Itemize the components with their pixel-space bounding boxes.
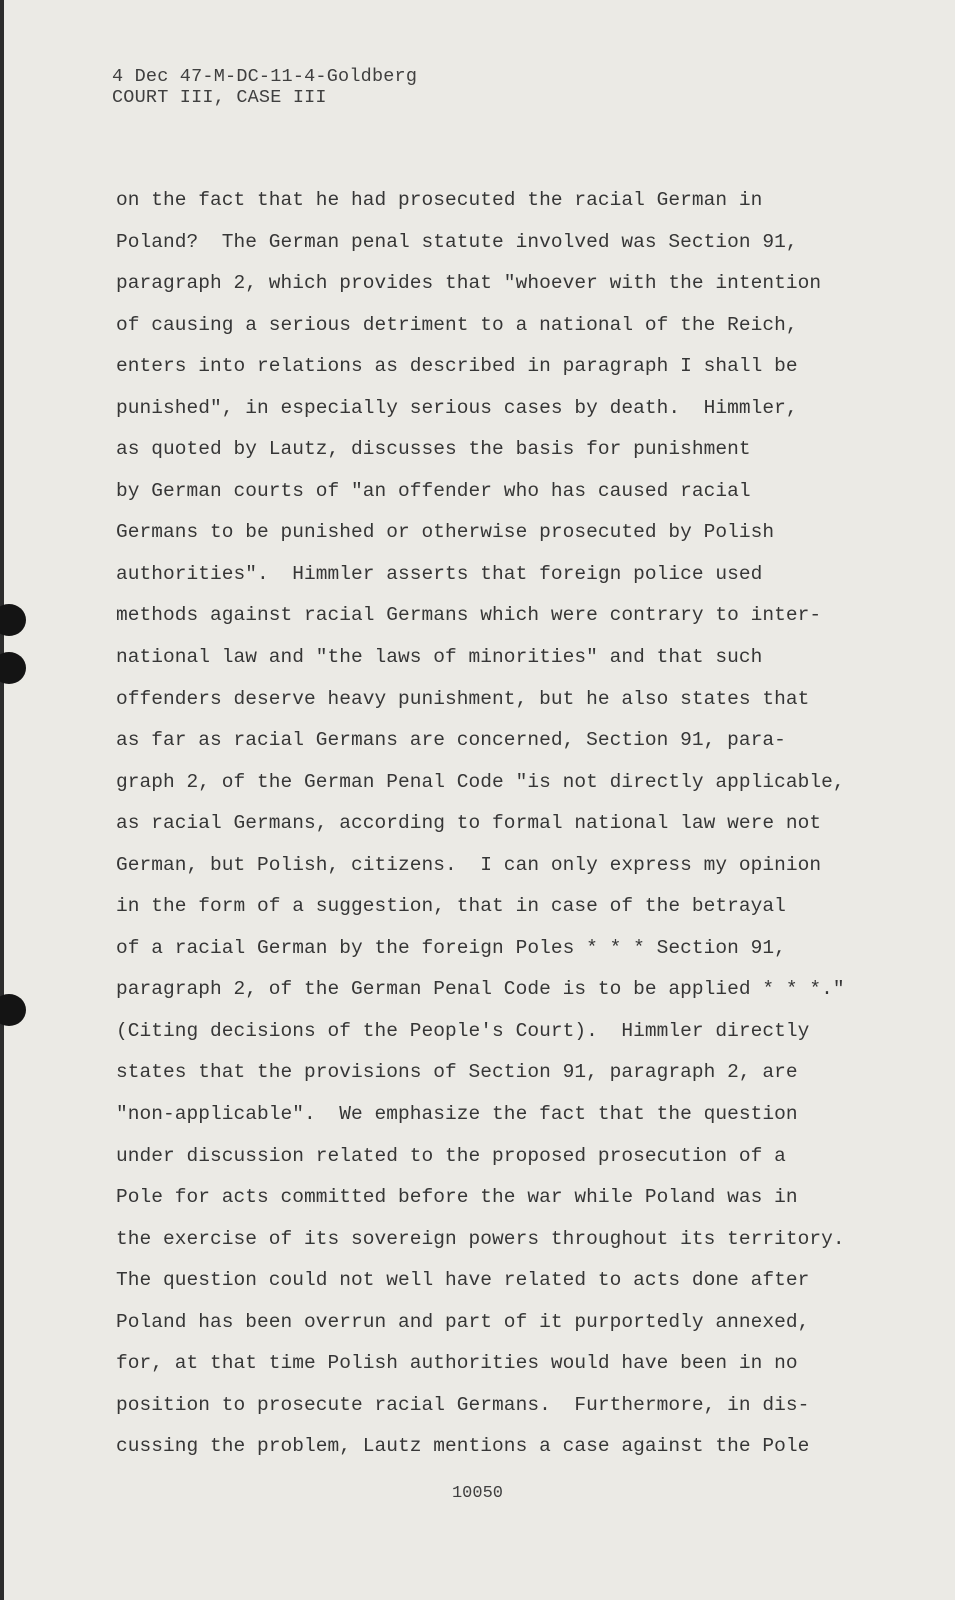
text-line: cussing the problem, Lautz mentions a case against the Pole <box>116 1435 810 1458</box>
text-line: German, but Polish, citizens. I can only express my opinion <box>116 853 822 876</box>
page-left-edge <box>0 0 4 1600</box>
text-line: Poland? The German penal statute involved was Section 91, <box>116 230 798 253</box>
text-line: authorities". Himmler asserts that foreign police used <box>116 562 763 585</box>
text-line: as racial Germans, according to formal national law were not <box>116 812 822 835</box>
text-line: as quoted by Lautz, discusses the basis for punishment <box>116 438 751 461</box>
text-line: graph 2, of the German Penal Code "is not directly applicable, <box>116 770 845 793</box>
punch-hole <box>0 994 26 1026</box>
text-line: of causing a serious detriment to a national of the Reich, <box>116 313 798 336</box>
text-line: in the form of a suggestion, that in case of the betrayal <box>116 895 786 918</box>
text-line: paragraph 2, of the German Penal Code is to be applied * * *." <box>116 978 845 1001</box>
text-line: (Citing decisions of the People's Court). Himmler directly <box>116 1019 810 1042</box>
text-line: position to prosecute racial Germans. Furthermore, in dis- <box>116 1393 810 1416</box>
text-line: Germans to be punished or otherwise prosecuted by Polish <box>116 521 775 544</box>
text-line: Poland has been overrun and part of it purportedly annexed, <box>116 1310 810 1333</box>
text-line: punished", in especially serious cases by death. Himmler, <box>116 396 798 419</box>
header-court-case: COURT III, CASE III <box>112 87 327 108</box>
document-header <box>112 66 417 108</box>
text-line: enters into relations as described in paragraph I shall be <box>116 355 798 378</box>
text-line: methods against racial Germans which were contrary to inter- <box>116 604 822 627</box>
text-line: of a racial German by the foreign Poles * * * Section 91, <box>116 936 786 959</box>
text-line: Pole for acts committed before the war while Poland was in <box>116 1186 798 1209</box>
text-line: by German courts of "an offender who has caused racial <box>116 479 751 502</box>
punch-hole <box>0 652 26 684</box>
body-text <box>116 180 906 1468</box>
text-line: states that the provisions of Section 91, paragraph 2, are <box>116 1061 798 1084</box>
text-line: the exercise of its sovereign powers throughout its territory. <box>116 1227 845 1250</box>
header-reference: 4 Dec 47-M-DC-11-4-Goldberg <box>112 66 418 87</box>
punch-hole <box>0 604 26 636</box>
text-line: on the fact that he had prosecuted the racial German in <box>116 189 763 211</box>
text-line: national law and "the laws of minorities" and that such <box>116 646 763 669</box>
text-line: for, at that time Polish authorities would have been in no <box>116 1352 798 1375</box>
text-line: "non-applicable". We emphasize the fact that the question <box>116 1103 798 1126</box>
text-line: as far as racial Germans are concerned, Section 91, para- <box>116 729 786 752</box>
text-line: paragraph 2, which provides that "whoever with the intention <box>116 272 822 295</box>
text-line: under discussion related to the proposed prosecution of a <box>116 1144 786 1167</box>
page-number: 10050 <box>451 1484 503 1503</box>
text-line: offenders deserve heavy punishment, but he also states that <box>116 687 810 710</box>
text-line: The question could not well have related to acts done after <box>116 1269 810 1292</box>
